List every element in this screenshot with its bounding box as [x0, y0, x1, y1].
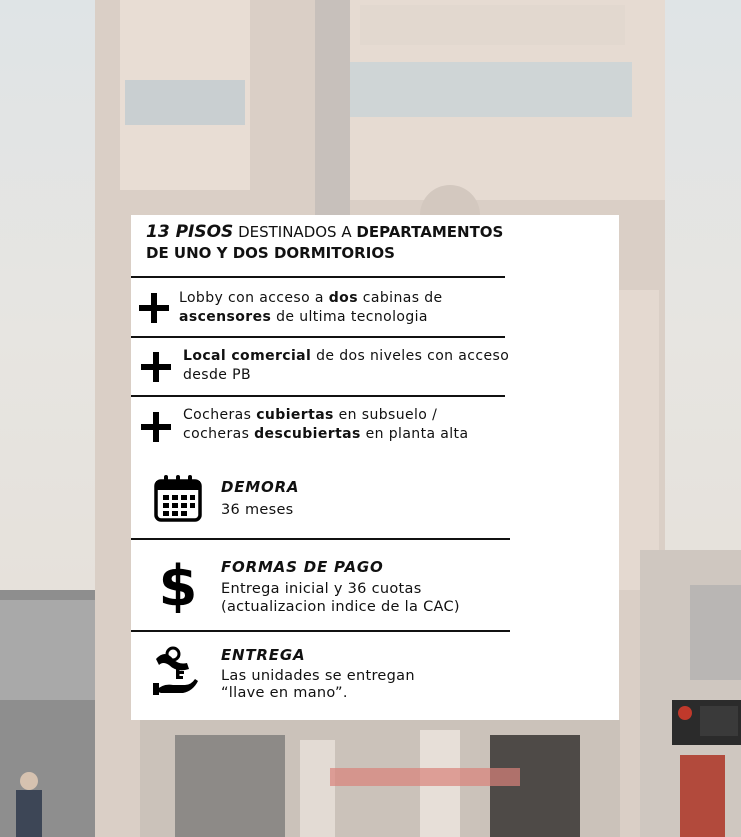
feature-text: Lobby con acceso a dos cabinas de ascensores de ultima tecnologia — [179, 290, 443, 325]
calendar-icon — [153, 473, 203, 523]
feature-item-cocheras — [131, 397, 619, 455]
svg-text:$: $ — [158, 555, 198, 613]
info-panel — [131, 215, 619, 720]
headline-pisos: 13 PISOS — [146, 222, 234, 242]
demora-heading: DEMORA — [221, 478, 300, 496]
pago-heading: FORMAS DE PAGO — [221, 558, 384, 576]
divider — [131, 630, 510, 632]
headline-line2: DE UNO Y DOS DORMITORIOS — [146, 244, 395, 262]
feature-text: Local comercial de dos niveles con acceso desde PB — [183, 348, 510, 383]
headline-departamentos: DEPARTAMENTOS — [356, 223, 504, 241]
hand-key-icon — [151, 645, 201, 697]
pago-line1: Entrega inicial y 36 cuotas — [221, 581, 422, 597]
divider — [131, 538, 510, 540]
dollar-icon — [157, 555, 199, 613]
feature-item-local — [131, 338, 619, 396]
plus-icon — [141, 412, 171, 442]
entrega-line1: Las unidades se entregan — [221, 668, 415, 684]
feature-text: Cocheras cubiertas en subsuelo / cocheras descubiertas en planta alta — [183, 407, 469, 442]
plus-icon — [139, 293, 169, 323]
headline — [146, 222, 606, 264]
headline-destinados: DESTINADOS A — [233, 223, 357, 241]
feature-item-lobby — [131, 278, 619, 338]
entrega-heading: ENTREGA — [221, 646, 306, 664]
pago-line2: (actualizacion indice de la CAC) — [221, 599, 460, 615]
demora-text: 36 meses — [221, 502, 294, 518]
plus-icon — [141, 352, 171, 382]
entrega-line2: “llave en mano”. — [221, 685, 348, 701]
